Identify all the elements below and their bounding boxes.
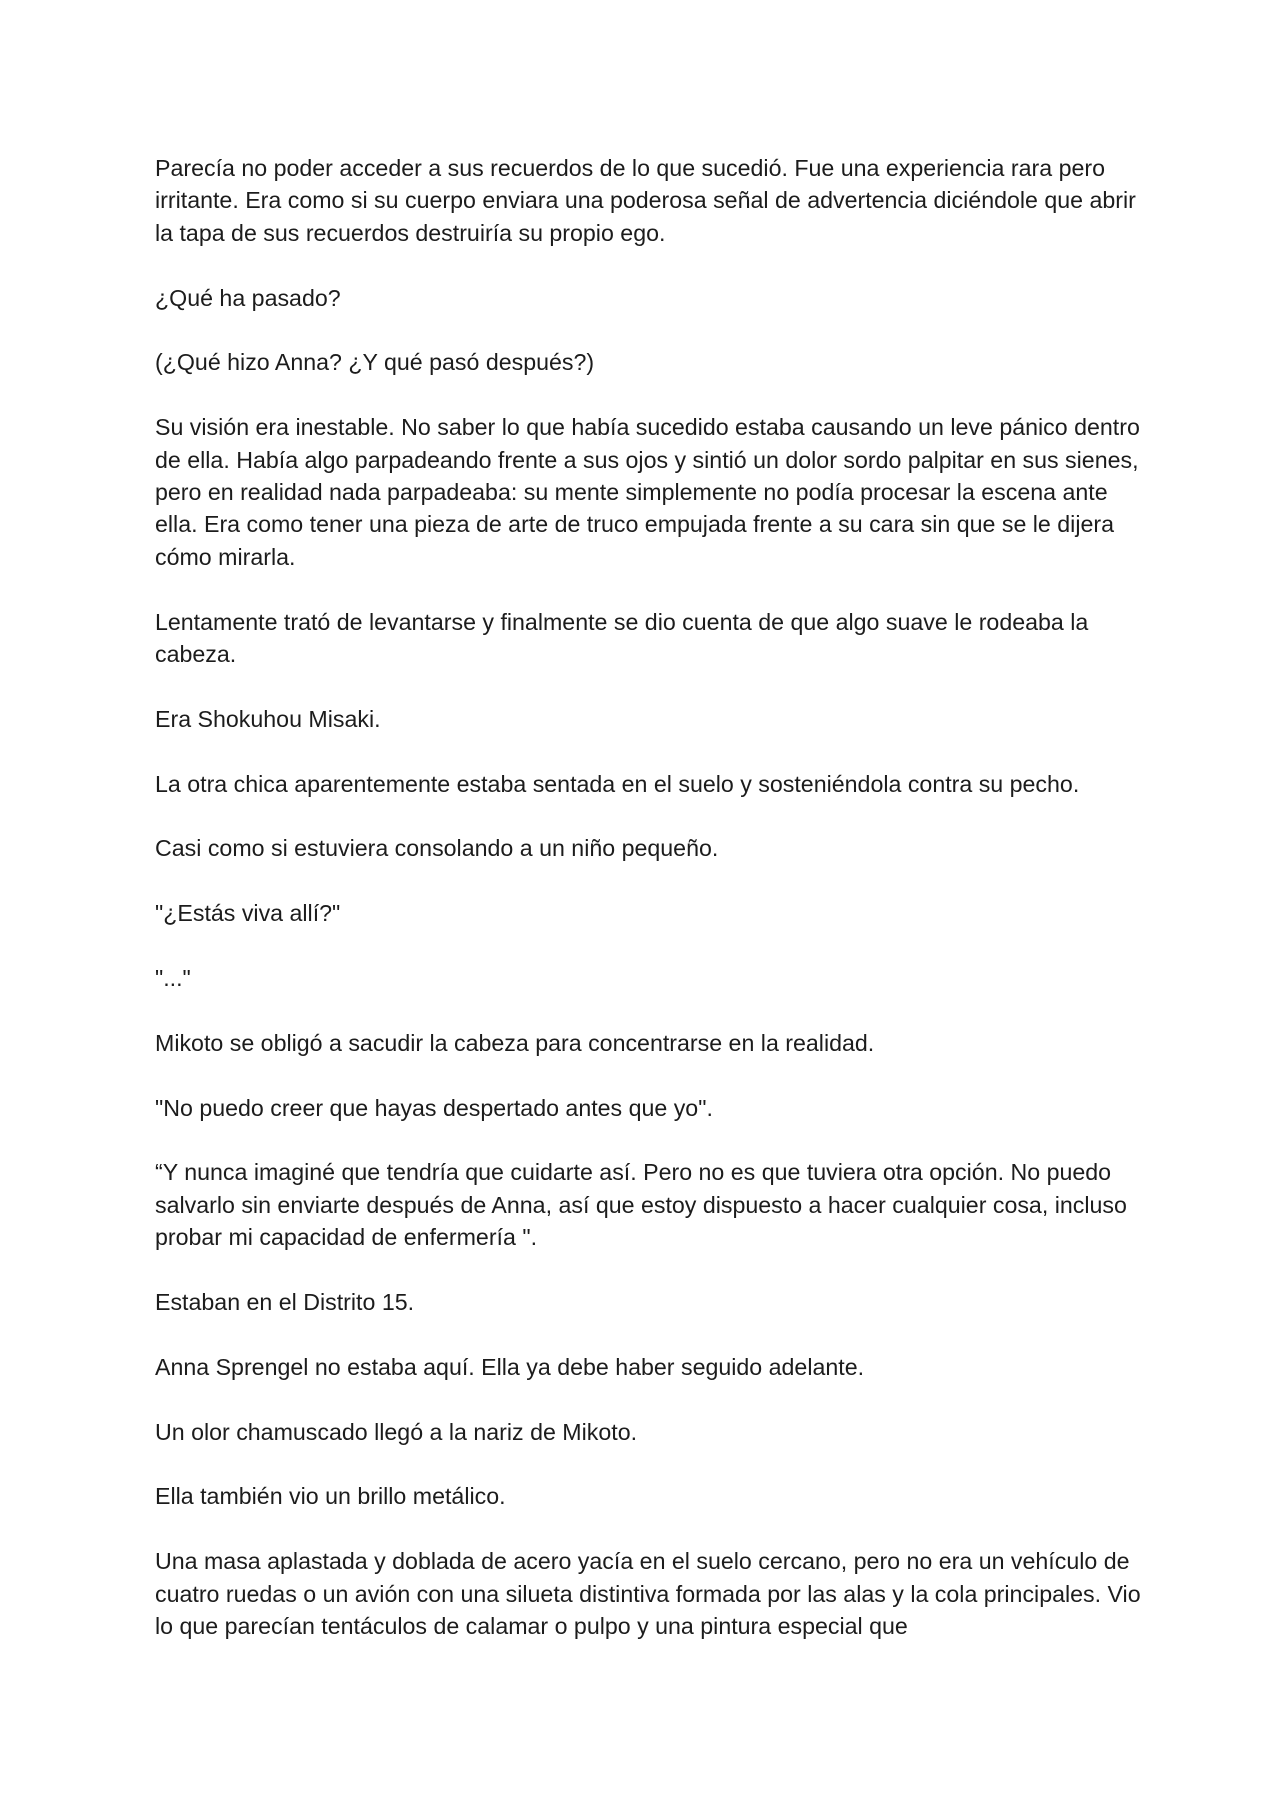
paragraph: Una masa aplastada y doblada de acero yacía en el suelo cercano, pero no era un vehículo de cuatro ruedas o un avión con una silueta distintiva formada por las alas y la cola principales. Vio lo que parecían tentáculos de calamar o pulpo y una pintura especial que (155, 1548, 1141, 1640)
dialogue-line: "¿Estás viva allí?" (155, 900, 341, 927)
paragraph: ¿Qué ha pasado? (155, 284, 341, 311)
paragraph: Era Shokuhou Misaki. (155, 705, 381, 732)
dialogue-line: "..." (155, 965, 191, 992)
paragraph: Mikoto se obligó a sacudir la cabeza para concentrarse en la realidad. (155, 1029, 875, 1056)
paragraph: Su visión era inestable. No saber lo que había sucedido estaba causando un leve pánico dentro de ella. Había algo parpadeando frente a sus ojos y sintió un dolor sordo palpitar en sus sienes, pero en realidad nada parpadeaba: su mente simplemente no podía procesar la escena ante ella. Era como tener una pieza de arte de truco empujada frente a su cara sin que se le dijera cómo mirarla. (155, 414, 1140, 570)
paragraph: Un olor chamuscado llegó a la nariz de Mikoto. (155, 1418, 638, 1445)
paragraph: Casi como si estuviera consolando a un niño pequeño. (155, 835, 719, 862)
paragraph: Anna Sprengel no estaba aquí. Ella ya debe haber seguido adelante. (155, 1353, 865, 1380)
paragraph: Parecía no poder acceder a sus recuerdos de lo que sucedió. Fue una experiencia rara pero irritante. Era como si su cuerpo enviara una poderosa señal de advertencia diciéndole que abrir la tapa de sus recuerdos destruiría su propio ego. (155, 155, 1136, 246)
dialogue-line: “Y nunca imaginé que tendría que cuidarte así. Pero no es que tuviera otra opción. No puedo salvarlo sin enviarte después de Anna, así que estoy dispuesto a hacer cualquier cosa, incluso probar mi capacidad de enfermería ". (155, 1159, 1127, 1251)
paragraph: Estaban en el Distrito 15. (155, 1289, 415, 1316)
paragraph: (¿Qué hizo Anna? ¿Y qué pasó después?) (155, 349, 595, 376)
paragraph: La otra chica aparentemente estaba sentada en el suelo y sosteniéndola contra su pecho. (155, 770, 1080, 797)
document-page (155, 152, 1145, 1642)
dialogue-line: "No puedo creer que hayas despertado antes que yo". (155, 1094, 713, 1121)
paragraph: Lentamente trató de levantarse y finalmente se dio cuenta de que algo suave le rodeaba la cabeza. (155, 608, 1089, 668)
paragraph: Ella también vio un brillo metálico. (155, 1483, 506, 1510)
